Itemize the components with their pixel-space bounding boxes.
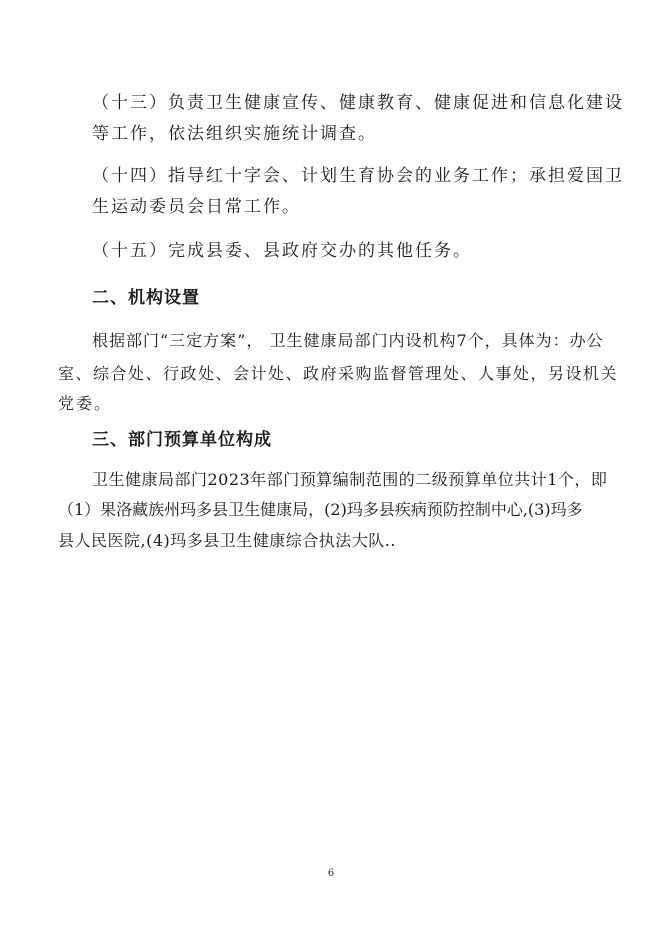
section-2-text-3: 党委。 xyxy=(58,394,113,413)
item-13-line-2: 等工作，依法组织实施统计调查。 xyxy=(92,124,377,144)
section-2-line-1 xyxy=(92,324,642,358)
section-3-text-3: 县人民医院,(4)玛多县卫生健康综合执法大队.. xyxy=(58,531,396,550)
item-15-line-1: （十五）完成县委、县政府交办的其他任务。 xyxy=(92,241,472,261)
item-14-paragraph-cont xyxy=(92,190,642,224)
section-3-text-2: （1）果洛藏族州玛多县卫生健康局，(2)玛多县疾病预防控制中心,(3)玛多 xyxy=(58,500,583,519)
section-2-heading: 二、机构设置 xyxy=(92,288,200,308)
item-13-line-1: （十三）负责卫生健康宣传、健康教育、健康促进和信息化建设 xyxy=(92,93,624,113)
section-3-text-1: 卫生健康局部门2023年部门预算编制范围的二级预算单位共计1个，即 xyxy=(92,470,608,489)
item-14-line-1: （十四）指导红十字会、计划生育协会的业务工作；承担爱国卫 xyxy=(92,166,624,186)
item-14-line-2: 生运动委员会日常工作。 xyxy=(92,197,301,217)
section-2-line-3 xyxy=(58,387,608,421)
section-3-heading: 三、部门预算单位构成 xyxy=(92,430,272,450)
section-2-line-2 xyxy=(58,357,619,391)
item-13-paragraph-cont xyxy=(92,117,642,151)
item-15-paragraph xyxy=(92,234,642,268)
section-3-line-2 xyxy=(58,493,608,527)
page-number: 6 xyxy=(327,868,335,879)
section-3-line-3 xyxy=(58,524,608,558)
section-2-text-1: 根据部门“三定方案”， 卫生健康局部门内设机构7个，具体为：办公 xyxy=(92,331,604,350)
section-3-line-1 xyxy=(92,463,642,497)
section-2-text-2: 室、综合处、行政处、会计处、政府采购监督管理处、人事处，另设机关 xyxy=(58,364,619,383)
item-14-paragraph xyxy=(92,159,624,193)
item-13-paragraph xyxy=(92,86,624,120)
